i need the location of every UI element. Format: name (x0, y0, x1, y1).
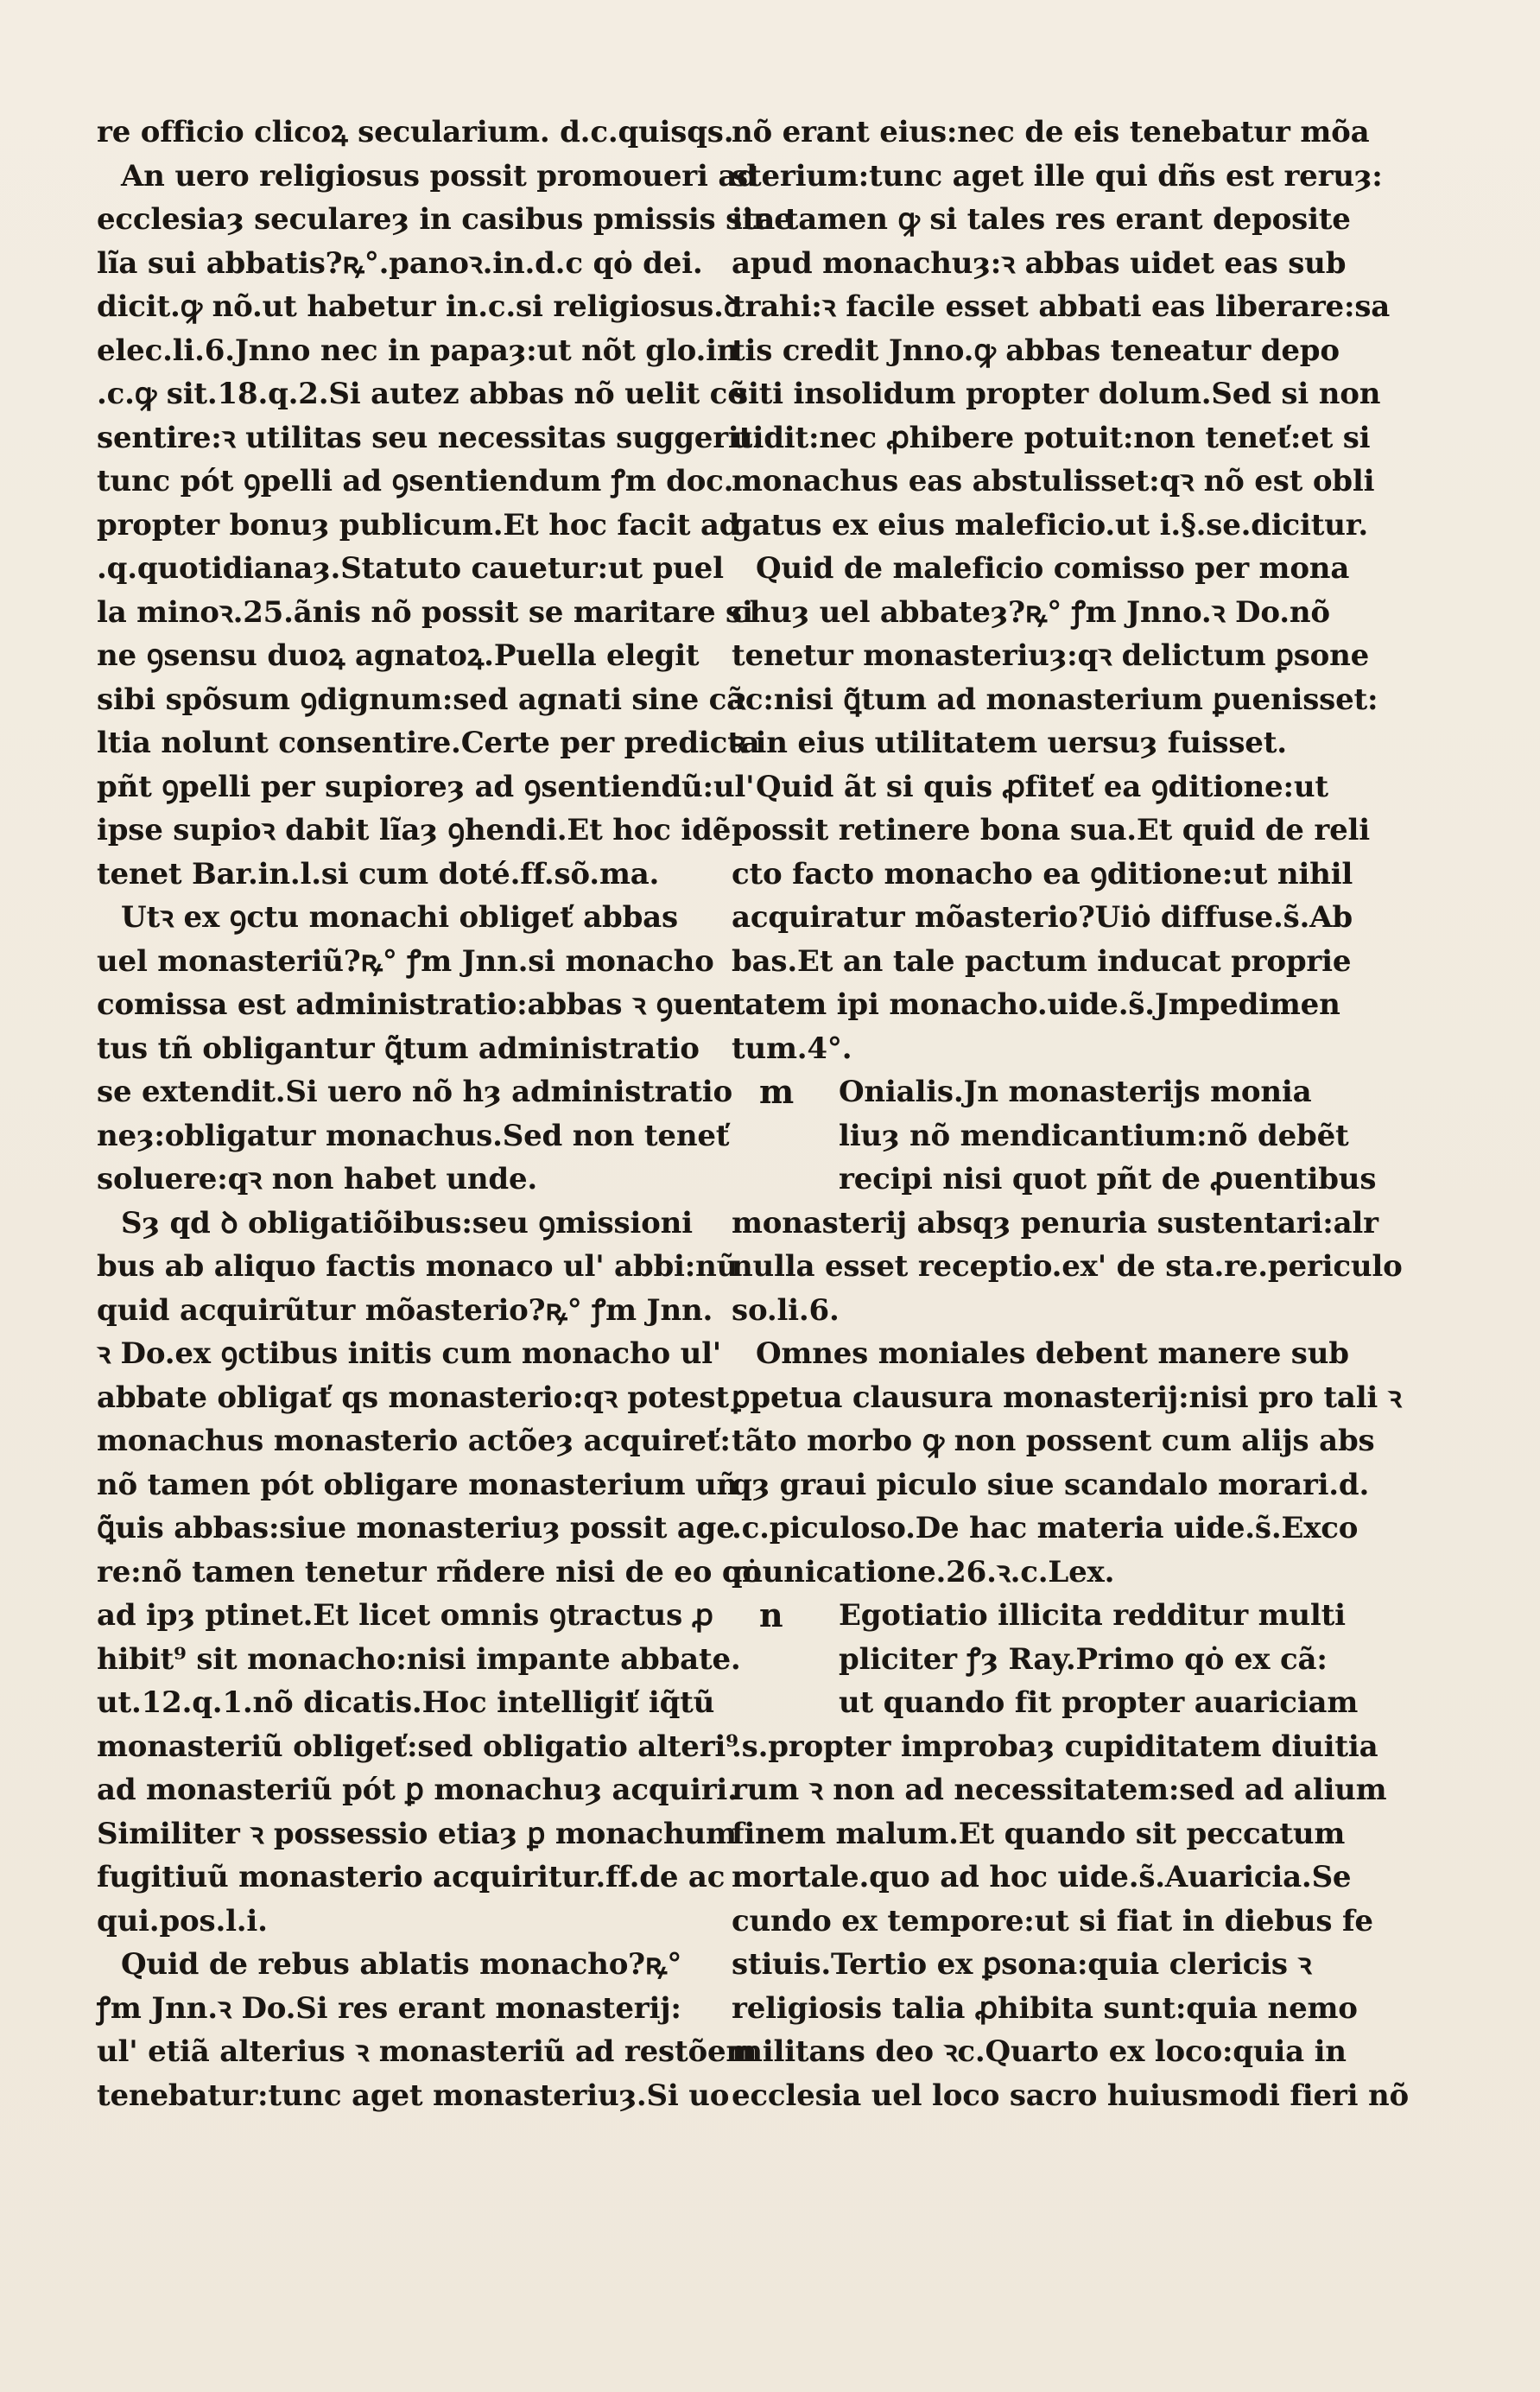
text-line: ꝛ in eius utilitatem uersuȝ fuisset. (732, 726, 1287, 760)
text-line: tenetur monasteriuȝ:qꝛ delictum ꝑsone (732, 638, 1370, 673)
text-line: Quid ãt si quis ꝓfiteť ea ꝯditione:ut (756, 769, 1328, 804)
text-line: stiuis.Tertio ex ꝑsona:quia clericis ꝛ (732, 1947, 1312, 1982)
text-line: quid acquirũtur mõasterio?ꝶ° ꝭm Jnn. (97, 1292, 713, 1328)
text-line: la minoꝛ.25.ãnis nõ possit se maritare si (97, 594, 753, 630)
text-line: tãto morbo ꝙ non possent cum alijs abs (732, 1424, 1375, 1458)
text-line: monachus monasterio actõeȝ acquireť: (97, 1424, 731, 1458)
text-line: tunc pót ꝯpelli ad ꝯsentiendum ꝭm doc. (97, 464, 734, 498)
text-line: monasteriũ obligeť:sed obligatio alteri⁹ (97, 1729, 738, 1764)
text-line: nõ tamen pót obligare monasterium uñ (97, 1467, 738, 1502)
text-line: ipse supioꝛ dabit lĩaȝ ꝯhendi.Et hoc idẽ (97, 813, 732, 847)
text-line: abbate obligať qs monasterio:qꝛ potest (97, 1380, 729, 1415)
text-line: soluere:qꝛ non habet unde. (97, 1162, 538, 1196)
text-line: uidit:nec ꝓhibere potuit:non teneť:et si (732, 420, 1371, 455)
text-line: Omnes moniales debent manere sub (756, 1336, 1349, 1371)
initial-block-m (732, 1070, 1377, 1202)
right-text-column (732, 111, 1409, 2117)
text-line: monachus eas abstulisset:qꝛ nõ est obli (732, 464, 1375, 498)
text-line: ad ipȝ ptinet.Et licet omnis ꝯtractus ꝓ (97, 1598, 713, 1633)
text-line: Utꝛ ex ꝯctu monachi obligeť abbas (121, 900, 678, 935)
right-text-block-c (732, 1725, 1409, 2118)
text-line: ul' etiã alterius ꝛ monasteriũ ad restõem (97, 2034, 757, 2069)
text-line: ita tamen ꝙ si tales res erant deposite (732, 202, 1351, 237)
text-line: fugitiuũ monasterio acquiritur.ff.de ac (97, 1860, 726, 1894)
text-line: liuȝ nõ mendicantium:nõ debẽt (839, 1118, 1349, 1153)
text-line: .s.propter improbaȝ cupiditatem diuitia (732, 1729, 1378, 1764)
text-line: sterium:tunc aget ille qui dñs est reruȝ: (732, 158, 1383, 194)
lombard-initial-n: n (759, 1596, 783, 1634)
text-line: .c.ꝙ sit.18.q.2.Si autez abbas nõ uelit cõ (97, 377, 747, 411)
text-line: chuȝ uel abbateȝ?ꝶ° ꝭm Jnno.ꝛ Do.nõ (732, 594, 1330, 630)
text-line: tum.4°. (732, 1031, 852, 1066)
text-line: pliciter ꝭȝ Ray.Primo qȯ ex cã: (839, 1641, 1328, 1677)
text-line: Similiter ꝛ possessio etiaȝ ꝑ monachum (97, 1816, 737, 1851)
text-line: qui.pos.l.i. (97, 1903, 268, 1938)
text-line: ut.12.q.1.nõ dicatis.Hoc intelligiť iq̃tũ (97, 1685, 715, 1720)
text-line: apud monachuȝ:ꝛ abbas uidet eas sub (732, 245, 1347, 281)
initial-block-n (732, 1594, 1359, 1725)
text-line: ꝛc:nisi ꝗ̃tum ad monasterium ꝑuenisset: (732, 682, 1378, 717)
text-line: cto facto monacho ea ꝯditione:ut nihil (732, 856, 1353, 891)
text-line: bus ab aliquo factis monaco ul' abbi:nũ (97, 1249, 738, 1284)
text-line: ne ꝯsensu duoꝝ agnatoꝝ.Puella elegit (97, 638, 700, 673)
text-line: recipi nisi quot pñt de ꝓuentibus (839, 1162, 1377, 1196)
text-line: dicit.ꝙ nõ.ut habetur in.c.si religiosus.ꝺ (97, 289, 741, 324)
text-line: cundo ex tempore:ut si fiat in diebus fe (732, 1903, 1373, 1938)
text-line: ꝗ̃uis abbas:siue monasteriuȝ possit age (97, 1511, 735, 1545)
text-line: neȝ:obligatur monachus.Sed non teneť (97, 1118, 730, 1153)
text-line: so.li.6. (732, 1292, 840, 1328)
text-line: An uero religiosus possit promoueri ad (121, 158, 757, 194)
text-line: acquiratur mõasterio?Uiȯ diffuse.s̃.Ab (732, 900, 1353, 935)
text-line: mortale.quo ad hoc uide.s̃.Auaricia.Se (732, 1860, 1352, 1894)
text-line: ltia nolunt consentire.Certe per predicta (97, 726, 760, 760)
text-line: hibit⁹ sit monacho:nisi impante abbate. (97, 1641, 741, 1677)
text-line: propter bonuȝ publicum.Et hoc facit ad (97, 507, 740, 542)
text-line: possit retinere bona sua.Et quid de reli (732, 813, 1370, 847)
text-line: qȝ graui piculo siue scandalo morari.d. (732, 1467, 1370, 1502)
text-line: tenet Bar.in.l.si cum doté.ff.sõ.ma. (97, 856, 660, 891)
text-line: gatus ex eius maleficio.ut i.§.se.dicitur. (732, 507, 1369, 542)
text-line: tus tñ obligantur ꝗ̃tum administratio (97, 1031, 700, 1066)
text-line: ꝛ Do.ex ꝯctibus initis cum monacho ul' (97, 1336, 722, 1371)
text-line: comissa est administratio:abbas ꝛ ꝯuen (97, 987, 734, 1022)
text-line: tis credit Jnno.ꝙ abbas teneatur depo (732, 333, 1340, 368)
text-line: monasterij absqȝ penuria sustentari:alr (732, 1205, 1378, 1240)
text-line: Onialis.Jn monasterijs monia (839, 1075, 1312, 1109)
text-line: Quid de maleficio comisso per mona (756, 551, 1350, 586)
text-line: elec.li.6.Jnno nec in papaȝ:ut nõt glo.in (97, 333, 738, 368)
text-line: ecclesiaȝ seculareȝ in casibus pmissis sine (97, 202, 793, 237)
text-line: finem malum.Et quando sit peccatum (732, 1816, 1346, 1851)
text-line: bas.Et an tale pactum inducat proprie (732, 943, 1352, 979)
text-line: rum ꝛ non ad necessitatem:sed ad alium (732, 1773, 1387, 1807)
text-line: religiosis talia ꝓhibita sunt:quia nemo (732, 1990, 1358, 2026)
text-line: sentire:ꝛ utilitas seu necessitas suggerit: (97, 420, 764, 455)
text-line: Egotiatio illicita redditur multi (839, 1598, 1346, 1633)
text-line: nõ erant eius:nec de eis tenebatur mõa (732, 115, 1370, 149)
text-line: Quid de rebus ablatis monacho?ꝶ° (121, 1947, 682, 1982)
text-line: tatem ipi monacho.uide.s̃.Jmpedimen (732, 987, 1340, 1022)
text-line: ad monasteriũ pót ꝑ monachuȝ acquiri. (97, 1773, 738, 1807)
text-line: sibi spõsum ꝯdignum:sed agnati sine cã (97, 682, 746, 717)
text-line: trahi:ꝛ facile esset abbati eas liberare:sa (732, 289, 1391, 324)
text-line: pñt ꝯpelli per supioreȝ ad ꝯsentiendũ:ul' (97, 769, 755, 804)
text-line: ecclesia uel loco sacro huiusmodi fieri nõ (732, 2078, 1409, 2113)
right-text-block-a (732, 111, 1391, 1070)
lombard-initial-m: m (759, 1072, 795, 1111)
right-text-block-b (732, 1202, 1403, 1595)
text-line: re officio clicoꝝ secularium. d.c.quisqs. (97, 115, 734, 149)
text-line: ꝑpetua clausura monasterij:nisi pro tali ꝛ (732, 1380, 1402, 1415)
text-line: .c.piculoso.De hac materia uide.s̃.Exco (732, 1511, 1359, 1545)
text-line: ꝭm Jnn.ꝛ Do.Si res erant monasterij: (97, 1990, 681, 2026)
text-line: uel monasteriũ?ꝶ° ꝭm Jnn.si monacho (97, 943, 714, 979)
text-line: nulla esset receptio.ex' de sta.re.periculo (732, 1249, 1403, 1284)
text-line: tenebatur:tunc aget monasteriuȝ.Si uo (97, 2078, 730, 2113)
text-line: siti insolidum propter dolum.Sed si non (732, 377, 1381, 411)
text-line: re:nõ tamen tenetur rñdere nisi de eo qȯ (97, 1554, 762, 1589)
text-line: municatione.26.ꝛ.c.Lex. (732, 1554, 1115, 1589)
text-line: Sȝ qd ꝺ obligatiõibus:seu ꝯmissioni (121, 1205, 693, 1240)
text-line: militans deo ꝛc.Quarto ex loco:quia in (732, 2034, 1347, 2069)
text-line: .q.quotidianaȝ.Statuto cauetur:ut puel (97, 551, 724, 586)
text-line: se extendit.Si uero nõ hȝ administratio (97, 1075, 732, 1109)
text-line: ut quando fit propter auariciam (839, 1685, 1359, 1720)
text-line: lĩa sui abbatis?ꝶ°.panoꝛ.in.d.c qȯ dei. (97, 245, 703, 281)
